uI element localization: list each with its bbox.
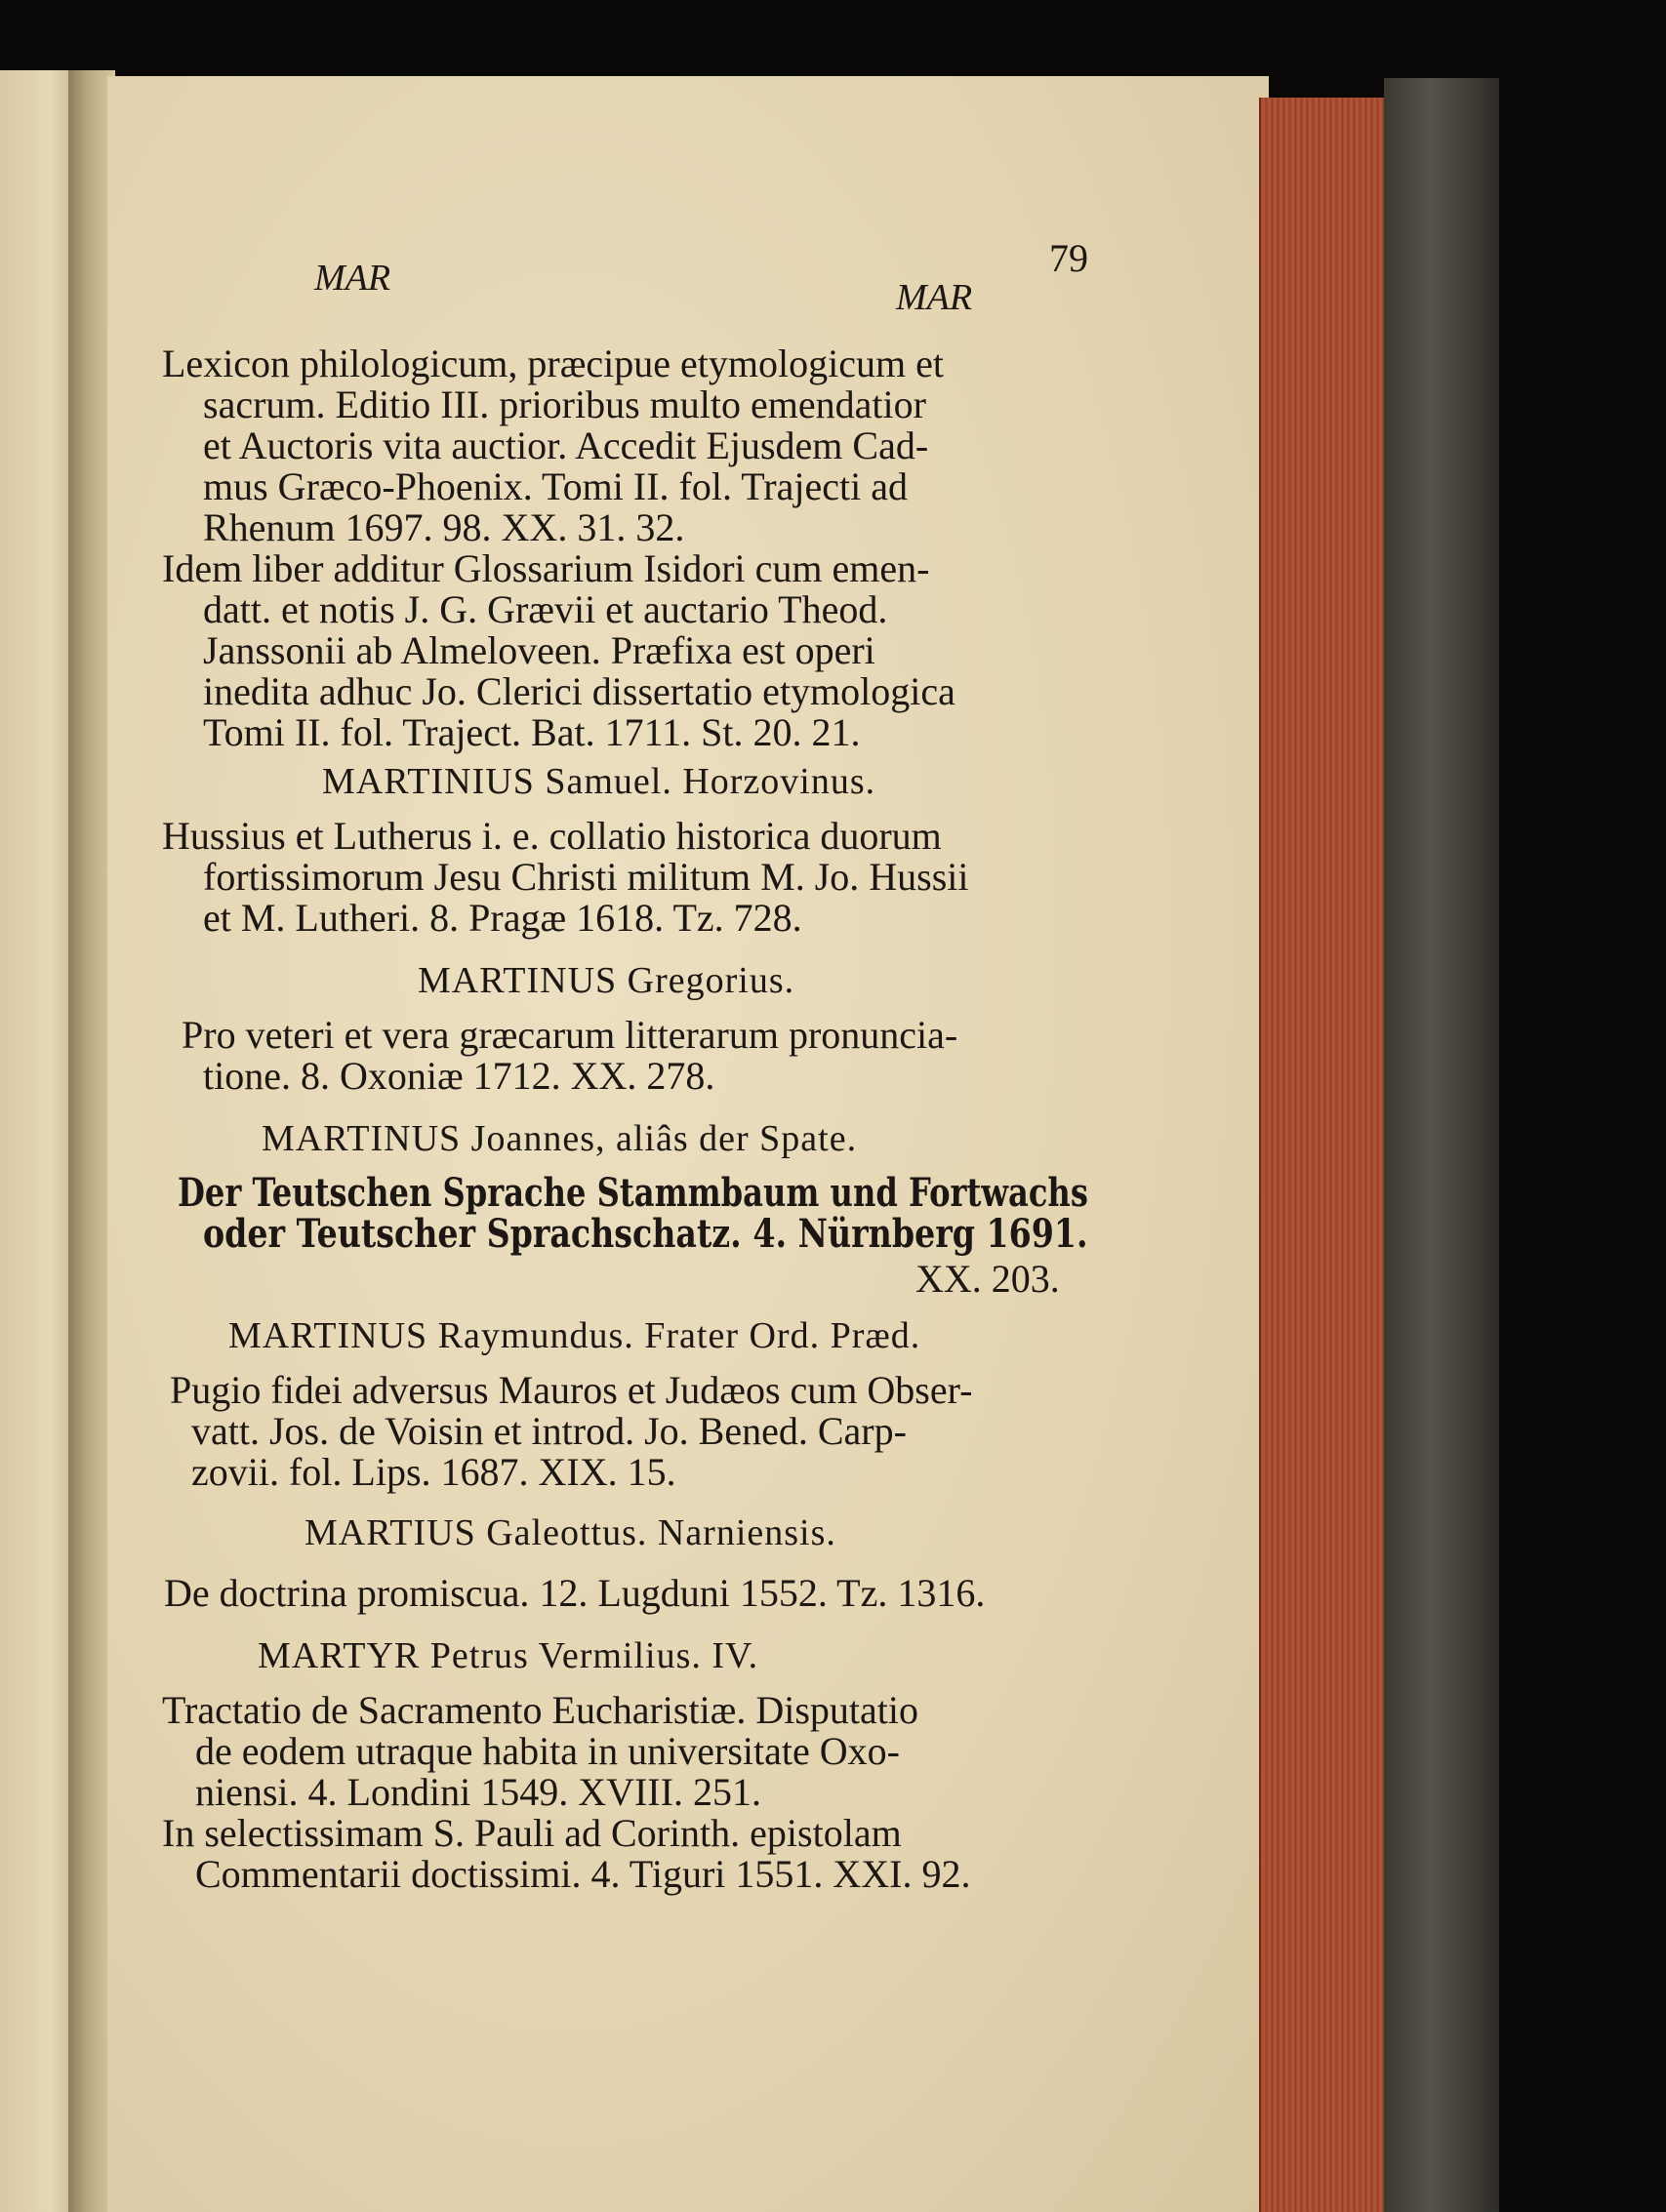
text-line: fortissimorum Jesu Christi militum M. Jo. Hussii — [203, 855, 969, 899]
page-edges — [1259, 98, 1388, 2212]
text-line: XX. 203. — [915, 1257, 1060, 1301]
text-line: niensi. 4. Londini 1549. XVIII. 251. — [195, 1770, 761, 1814]
text-line-fraktur: oder Teutscher Sprachschatz. 4. Nürnberg 1691. — [203, 1211, 1088, 1257]
text-line: datt. et notis J. G. Grævii et auctario Theod. — [203, 587, 888, 631]
text-line: Tractatio de Sacramento Eucharistiæ. Disputatio — [162, 1688, 919, 1732]
text-line: inedita adhuc Jo. Clerici dissertatio etymologica — [203, 669, 955, 713]
text-line: tione. 8. Oxoniæ 1712. XX. 278. — [203, 1054, 715, 1098]
text-line: De doctrina promiscua. 12. Lugduni 1552. Tz. 1316. — [164, 1571, 986, 1615]
text-line: Commentarii doctissimi. 4. Tiguri 1551. XXI. 92. — [195, 1852, 971, 1896]
page-number: 79 — [1049, 236, 1088, 280]
entry-heading: MARTIUS Galeottus. Narniensis. — [305, 1512, 836, 1553]
text-line: sacrum. Editio III. prioribus multo emendatior — [203, 382, 926, 426]
text-line: mus Græco-Phoenix. Tomi II. fol. Trajecti ad — [203, 464, 908, 508]
book-cover — [1384, 78, 1499, 2212]
text-line: Tomi II. fol. Traject. Bat. 1711. St. 20. 21. — [203, 710, 861, 754]
text-line-fraktur: Der Teutschen Sprache Stammbaum und Fortwachs — [178, 1170, 1088, 1216]
text-line: Rhenum 1697. 98. XX. 31. 32. — [203, 505, 685, 549]
text-line: Idem liber additur Glossarium Isidori cum emen- — [162, 546, 930, 590]
entry-heading: MARTINUS Joannes, aliâs der Spate. — [262, 1118, 858, 1159]
entry-heading: MARTINUS Raymundus. Frater Ord. Præd. — [228, 1315, 921, 1356]
running-head-left: MAR — [314, 258, 391, 299]
text-line: Janssonii ab Almeloveen. Præfixa est operi — [203, 628, 875, 672]
entry-heading: MARTINIUS Samuel. Horzovinus. — [322, 761, 876, 802]
text-line: Pugio fidei adversus Mauros et Judæos cum Obser- — [170, 1368, 973, 1412]
entry-heading: MARTINUS Gregorius. — [418, 960, 795, 1001]
text-line: zovii. fol. Lips. 1687. XIX. 15. — [191, 1450, 676, 1494]
text-line: In selectissimam S. Pauli ad Corinth. epistolam — [162, 1811, 902, 1855]
text-line: Hussius et Lutherus i. e. collatio historica duorum — [162, 814, 942, 858]
text-line: Lexicon philologicum, præcipue etymologicum et — [162, 342, 944, 385]
text-line: et M. Lutheri. 8. Pragæ 1618. Tz. 728. — [203, 896, 802, 940]
text-line: et Auctoris vita auctior. Accedit Ejusdem Cad- — [203, 423, 929, 467]
running-head-right: MAR — [896, 277, 973, 318]
text-line: vatt. Jos. de Voisin et introd. Jo. Bened. Carp- — [191, 1409, 907, 1453]
text-line: de eodem utraque habita in universitate Oxo- — [195, 1729, 900, 1773]
text-line: Pro veteri et vera græcarum litterarum pronuncia- — [182, 1013, 958, 1057]
entry-heading: MARTYR Petrus Vermilius. IV. — [258, 1635, 759, 1676]
